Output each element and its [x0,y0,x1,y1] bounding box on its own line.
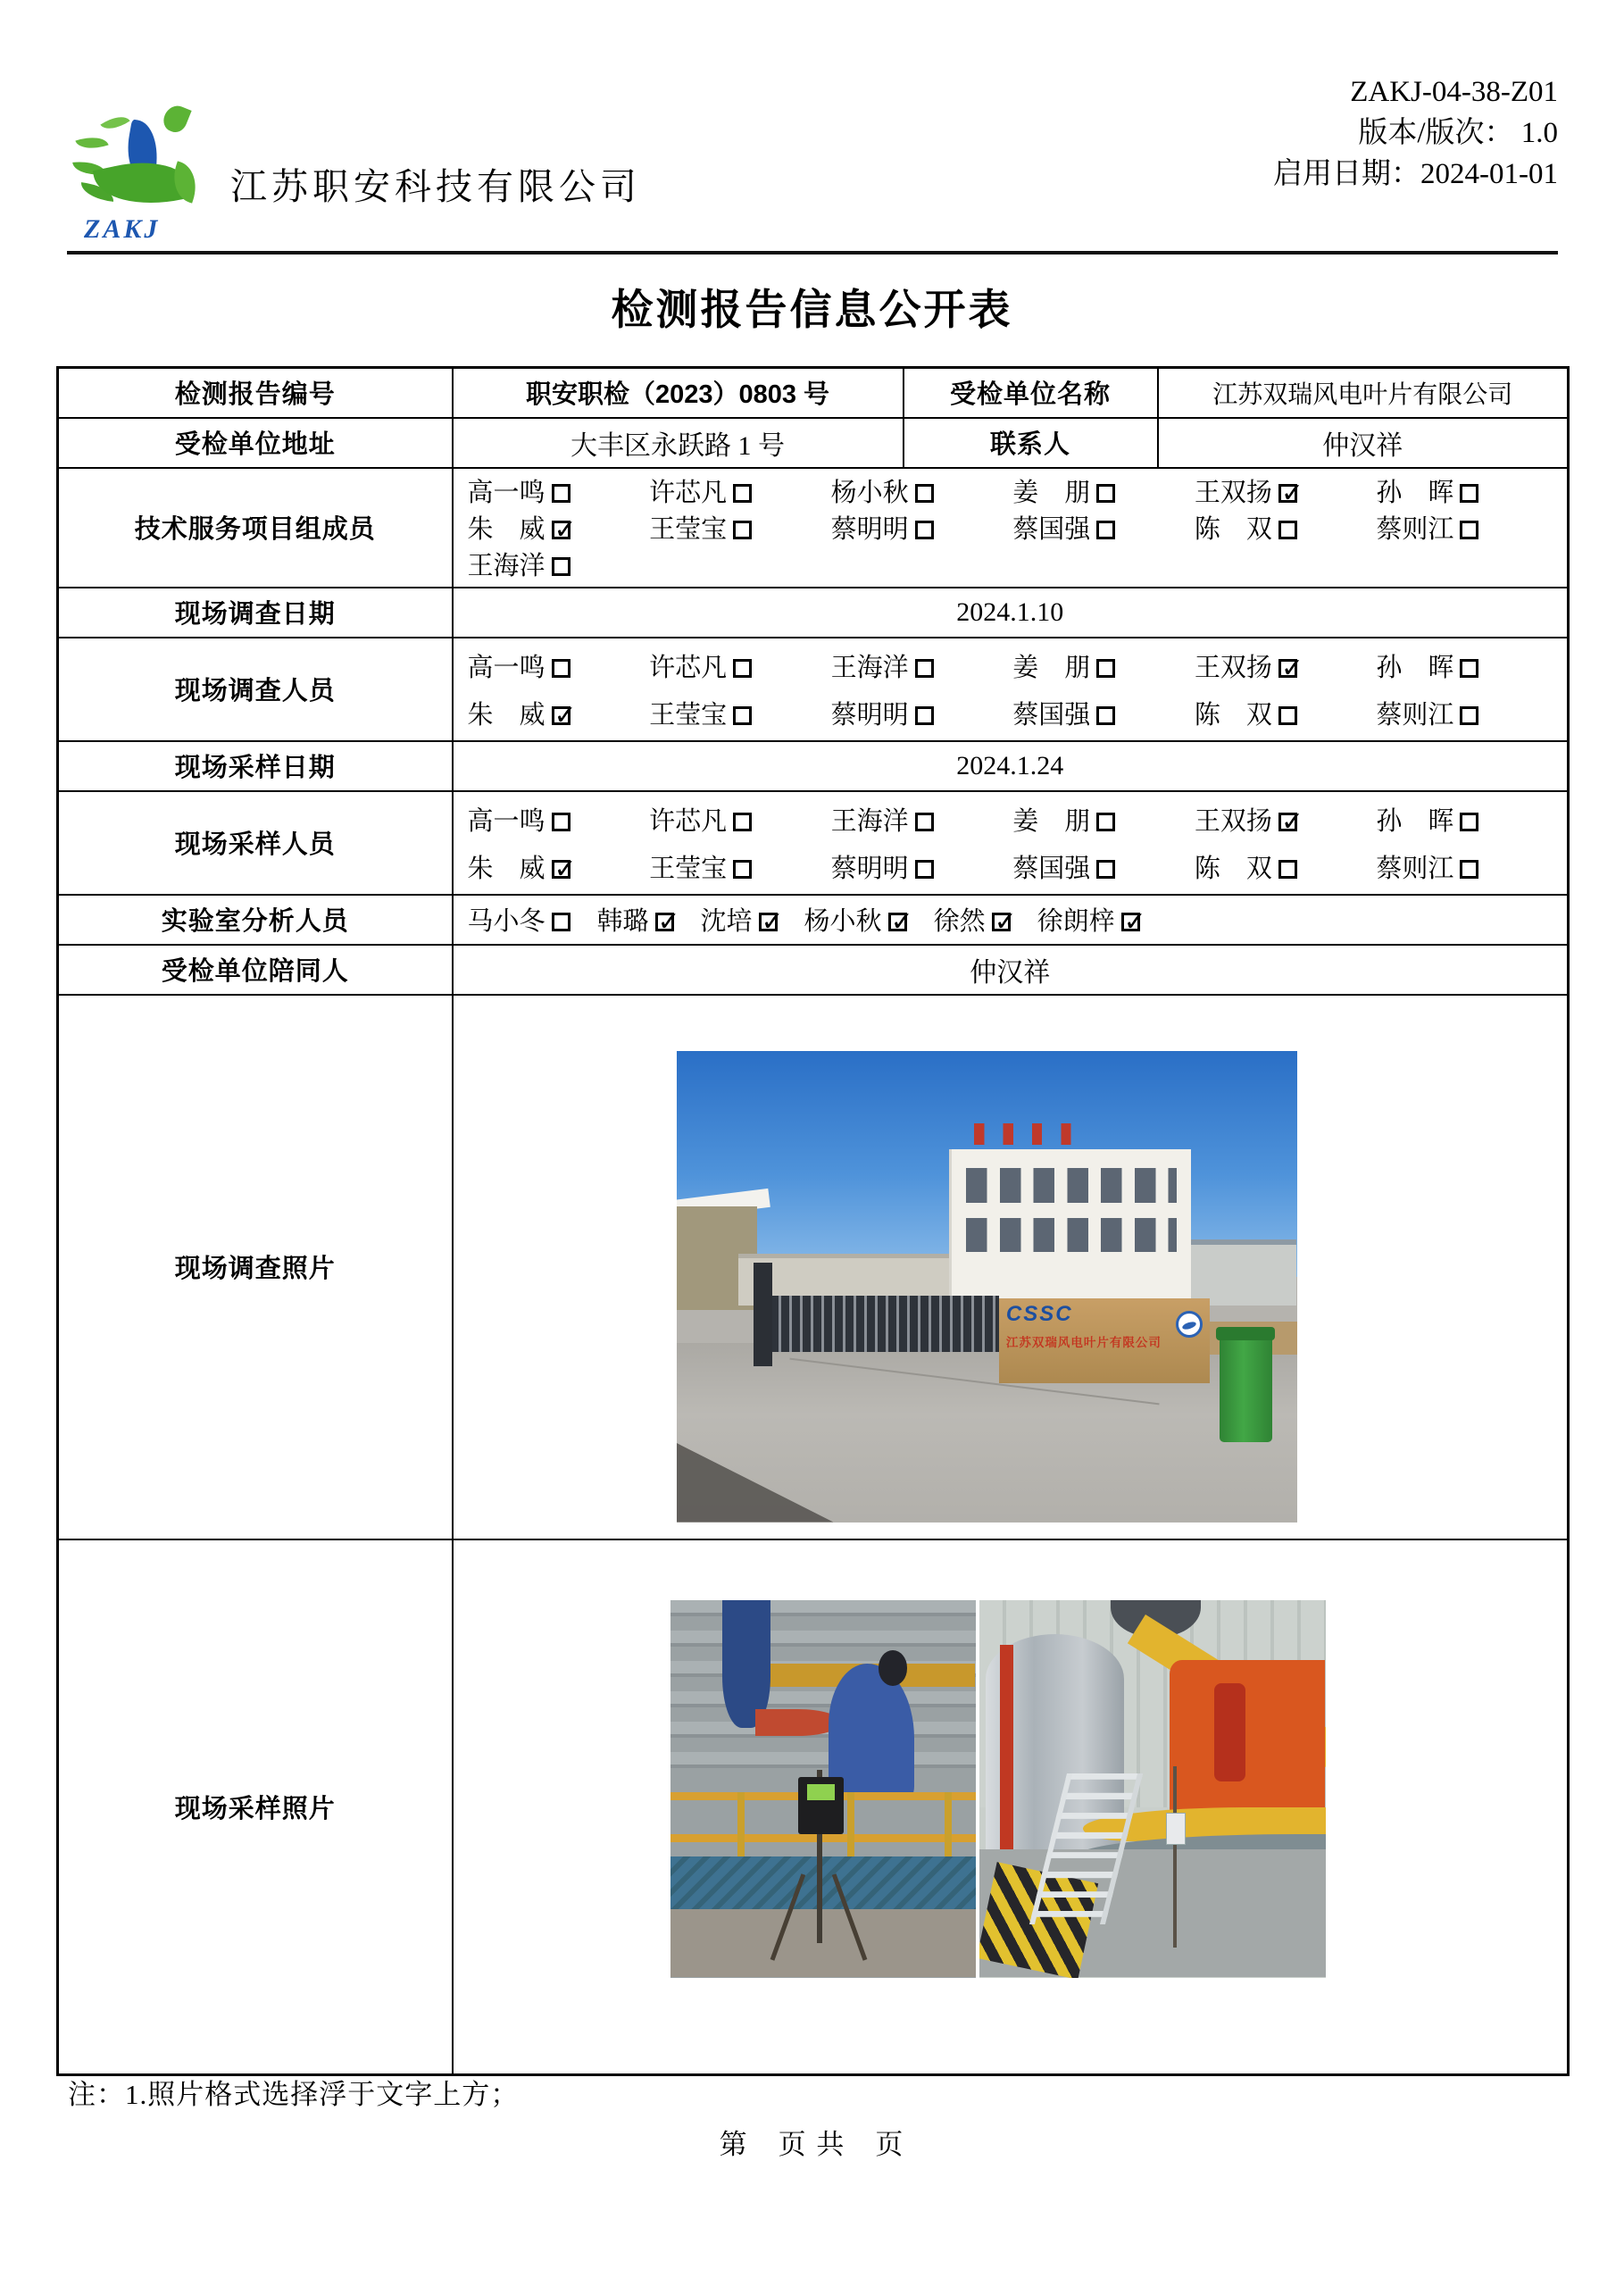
checkbox-icon [1460,706,1478,725]
person-name: 沈培 [700,907,753,936]
photo-red-pipe [1000,1645,1014,1864]
checkbox-icon [552,521,570,539]
person-name: 蔡明明 [830,514,909,544]
unit-addr-value: 大丰区永跃路 1 号 [453,418,904,468]
member-item [1376,472,1558,509]
checkbox-icon [888,913,907,931]
person-name: 杨小秋 [830,478,909,507]
info-table [56,366,1570,2076]
checkbox-icon [733,659,752,678]
photo-retractable-gate [763,1296,999,1352]
person-name: 杨小秋 [804,907,882,936]
checkbox-icon [1278,521,1297,539]
person-name: 蔡明明 [830,700,909,730]
survey-item [1376,695,1558,731]
company-logo [71,105,232,248]
checkbox-icon [655,913,674,931]
checkbox-icon [552,706,570,725]
member-item [831,509,1013,546]
checkbox-icon [1460,521,1478,539]
photo-gate-pillar [754,1263,772,1366]
photo-windows [966,1218,1177,1252]
person-name: 陈 双 [1194,514,1272,544]
members-cell [453,468,1569,588]
checkbox-icon [733,813,752,831]
person-name: 王莹宝 [649,854,728,883]
member-item [1195,509,1377,546]
survey-item [649,647,831,684]
photo-green-bin [1220,1333,1272,1441]
checkbox-icon [759,913,778,931]
checkbox-icon [733,484,752,503]
checkbox-icon [1460,659,1478,678]
photo-platform [670,1856,976,1909]
checkbox-icon [915,813,934,831]
checkbox-icon [915,521,934,539]
contact-label: 联系人 [904,418,1158,468]
report-no-value: 职安职检（2023）0803 号 [453,368,904,418]
logo-plant-icon [71,105,232,211]
checkbox-icon [1278,813,1297,831]
sampling-item [1012,848,1195,885]
survey-photo-label: 现场调查照片 [58,995,453,1539]
checkbox-icon [1096,484,1115,503]
photo-sampling-pole [1173,1766,1177,1948]
person-name: 姜 朋 [1012,478,1091,507]
sampling-staff-cell [453,791,1569,895]
table-row [58,368,1569,418]
gate-cssc-text: CSSC [1005,1301,1073,1326]
person-name: 韩璐 [596,907,649,936]
sampling-item [649,848,831,885]
unit-name-value: 江苏双瑞风电叶片有限公司 [1158,368,1569,418]
photo-red-cylinder [1214,1683,1245,1781]
member-item [649,509,831,546]
person-name: 王海洋 [830,806,909,836]
member-item [468,546,650,582]
checkbox-icon [1460,860,1478,879]
sampling-item [831,801,1013,838]
person-name: 许芯凡 [649,478,728,507]
member-item [649,472,831,509]
survey-staff-label: 现场调查人员 [58,638,453,741]
sampling-staff-label: 现场采样人员 [58,791,453,895]
checkbox-icon [1096,813,1115,831]
photo-right-building [1191,1239,1296,1306]
checkbox-icon [733,521,752,539]
person-name: 王双扬 [1194,806,1272,836]
unit-addr-label: 受检单位地址 [58,418,453,468]
sampling-photo-label: 现场采样照片 [58,1539,453,2075]
doc-effective-date: 启用日期：2024-01-01 [1273,158,1558,190]
member-item [1195,472,1377,509]
sampling-item [1376,801,1558,838]
person-name: 蔡则江 [1376,854,1454,883]
member-item [468,509,650,546]
checkbox-icon [1278,659,1297,678]
checkbox-icon [1121,913,1140,931]
checkbox-icon [552,860,570,879]
person-name: 许芯凡 [649,653,728,682]
table-row [58,791,1569,895]
footnote: 注：1.照片格式选择浮于文字上方； [68,2079,520,2110]
doc-code: ZAKJ-04-38-Z01 [1350,76,1558,108]
sampling-item [468,848,650,885]
person-name: 王双扬 [1194,478,1272,507]
escort-label: 受检单位陪同人 [58,945,453,995]
survey-item [1195,647,1377,684]
table-row [58,945,1569,995]
checkbox-icon [915,484,934,503]
equipment-sampling-photo [979,1600,1326,1978]
lab-label: 实验室分析人员 [58,895,453,945]
sampling-item [1195,848,1377,885]
survey-photo-cell [453,995,1569,1539]
member-item [1012,509,1195,546]
person-name: 陈 双 [1194,854,1272,883]
member-item [1376,509,1558,546]
checkbox-icon [552,659,570,678]
sampling-item [649,801,831,838]
person-name: 马小冬 [467,907,545,936]
person-name: 蔡则江 [1376,514,1454,544]
table-row [58,588,1569,638]
person-name: 王双扬 [1194,653,1272,682]
checkbox-icon [1278,860,1297,879]
member-item [831,472,1013,509]
survey-item [1376,647,1558,684]
person-name: 徐然 [933,907,986,936]
person-name: 姜 朋 [1012,806,1091,836]
workshop-sampling-photo [670,1600,976,1978]
sampling-item [468,801,650,838]
table-row [58,741,1569,791]
person-name: 许芯凡 [649,806,728,836]
person-name: 王海洋 [830,653,909,682]
company-name: 江苏职安科技有限公司 [230,166,641,207]
factory-gate-photo [677,1051,1297,1523]
person-name: 朱 威 [467,854,545,883]
lab-item [804,901,907,938]
sampling-item [831,848,1013,885]
table-row [58,995,1569,1539]
survey-item [831,647,1013,684]
unit-name-label: 受检单位名称 [904,368,1158,418]
sampling-photo-cell [453,1539,1569,2075]
sampling-item [1376,848,1558,885]
checkbox-icon [552,557,570,576]
table-row [58,1539,1569,2075]
checkbox-icon [1096,860,1115,879]
member-item [1012,472,1195,509]
page-title: 检测报告信息公开表 [611,286,1013,333]
person-name: 王莹宝 [649,514,728,544]
header-divider [67,251,1558,254]
survey-item [1195,695,1377,731]
person-name: 蔡明明 [830,854,909,883]
gate-company-text: 江苏双瑞风电叶片有限公司 [1005,1335,1162,1349]
person-name: 孙 晖 [1376,806,1454,836]
sampling-item [1195,801,1377,838]
sampling-date-label: 现场采样日期 [58,741,453,791]
checkbox-icon [1460,484,1478,503]
checkbox-icon [915,659,934,678]
checkbox-icon [1096,521,1115,539]
survey-item [468,695,650,731]
page-number-footer: 第 页 共 页 [719,2129,905,2160]
lab-item [701,901,778,938]
person-name: 高一鸣 [467,478,545,507]
photo-gate-wall [999,1298,1210,1383]
person-name: 蔡国强 [1012,514,1091,544]
person-name: 徐朗梓 [1037,907,1115,936]
person-name: 孙 晖 [1376,653,1454,682]
document-codes [1273,71,1558,195]
photo-concrete-floor [670,1909,976,1977]
person-name: 蔡则江 [1376,700,1454,730]
person-name: 高一鸣 [467,653,545,682]
photo-rooftop-sign [974,1123,1086,1145]
checkbox-icon [552,484,570,503]
logo-abbr-text: ZAKJ [84,214,161,244]
table-row [58,895,1569,945]
survey-item [831,695,1013,731]
checkbox-icon [1460,813,1478,831]
checkbox-icon [915,860,934,879]
sampling-date-value: 2024.1.24 [453,741,1569,791]
checkbox-icon [992,913,1011,931]
lab-staff-cell [453,895,1569,945]
person-name: 陈 双 [1194,700,1272,730]
checkbox-icon [1278,484,1297,503]
table-row [58,638,1569,741]
escort-value: 仲汉祥 [453,945,1569,995]
checkbox-icon [733,706,752,725]
photo-windows [966,1168,1177,1202]
lab-item [1037,901,1140,938]
doc-version: 版本/版次： 1.0 [1358,117,1558,149]
report-no-label: 检测报告编号 [58,368,453,418]
person-name: 朱 威 [467,514,545,544]
members-label: 技术服务项目组成员 [58,468,453,588]
checkbox-icon [1096,659,1115,678]
survey-item [468,647,650,684]
person-name: 蔡国强 [1012,700,1091,730]
lab-item [468,901,570,938]
survey-date-label: 现场调查日期 [58,588,453,638]
lab-item [934,901,1011,938]
survey-item [1012,695,1195,731]
photo-yellow-railing [670,1834,976,1842]
checkbox-icon [915,706,934,725]
person-name: 朱 威 [467,700,545,730]
gate-logo-icon [1176,1311,1203,1338]
checkbox-icon [1096,706,1115,725]
person-name: 王莹宝 [649,700,728,730]
person-name: 高一鸣 [467,806,545,836]
table-row [58,468,1569,588]
sampling-item [1012,801,1195,838]
survey-staff-cell [453,638,1569,741]
person-name: 王海洋 [467,552,545,581]
person-name: 孙 晖 [1376,478,1454,507]
checkbox-icon [733,860,752,879]
lab-item [597,901,674,938]
person-name: 蔡国强 [1012,854,1091,883]
person-name: 姜 朋 [1012,653,1091,682]
photo-office-building [949,1149,1191,1305]
survey-item [1012,647,1195,684]
table-row [58,418,1569,468]
survey-date-value: 2024.1.10 [453,588,1569,638]
photo-sampling-meter [798,1777,844,1833]
contact-value: 仲汉祥 [1158,418,1569,468]
checkbox-icon [552,813,570,831]
survey-item [649,695,831,731]
checkbox-icon [552,913,570,931]
checkbox-icon [1278,706,1297,725]
member-item [468,472,650,509]
